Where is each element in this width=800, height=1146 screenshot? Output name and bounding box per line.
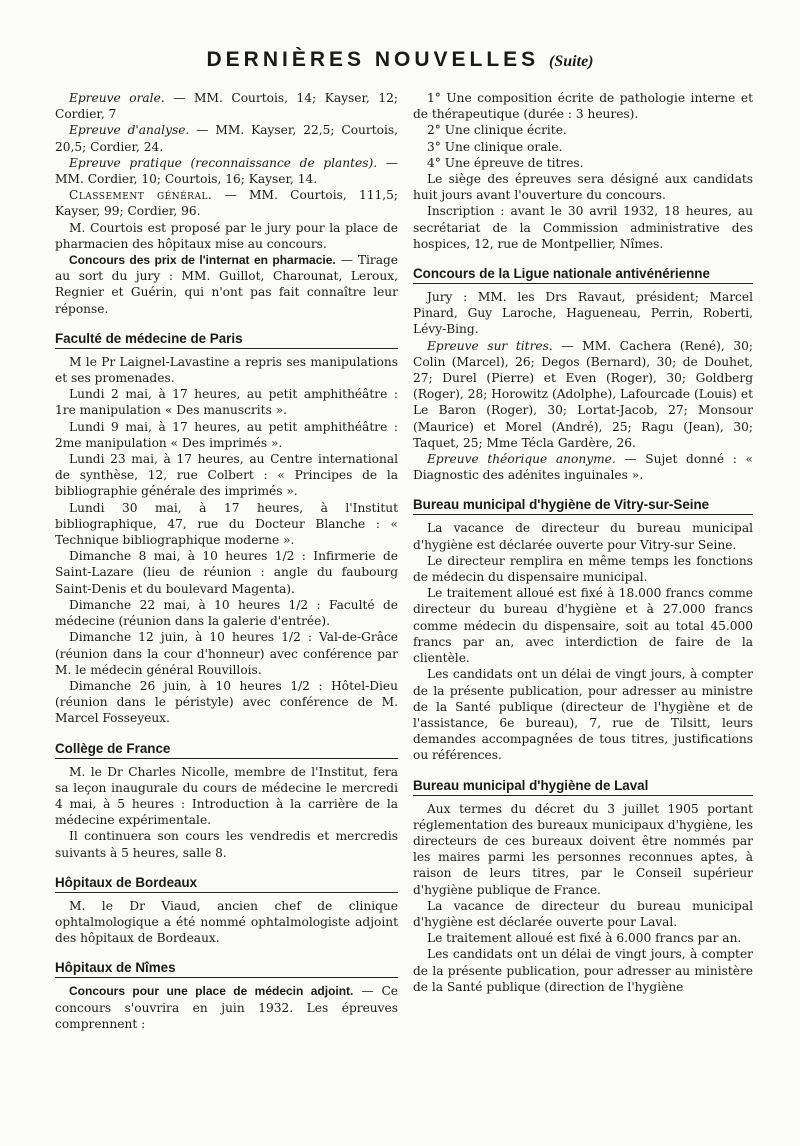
section-title-college: Collège de France xyxy=(55,740,398,759)
page-header xyxy=(0,48,800,72)
paragraph: La vacance de directeur du bureau municipal d'hygiène est déclarée ouverte pour Laval. xyxy=(413,898,753,929)
section-title-nimes: Hôpitaux de Nîmes xyxy=(55,959,398,978)
paragraph: Lundi 2 mai, à 17 heures, au petit amphithéâtre : 1re manipulation « Des manuscrits ». xyxy=(55,387,398,418)
paragraph: Le traitement alloué est fixé à 18.000 francs comme directeur du bureau d'hygiène et à 27.000 francs comme médecin du dispensaire, soit au total 45.000 francs par an, avec interdiction de faire de la clientèle. xyxy=(413,586,753,666)
right-column xyxy=(413,90,753,995)
paragraph: Le directeur remplira en même temps les fonctions de médecin du dispensaire municipal. xyxy=(413,553,753,585)
paragraph: Les candidats ont un délai de vingt jours, à compter de la présente publication, pour adresser au ministère de la Santé publique (direction de l'hygiène xyxy=(413,947,753,994)
paragraph: 1° Une composition écrite de pathologie interne et de thérapeutique (durée : 3 heures). xyxy=(413,91,753,122)
paragraph: 4° Une épreuve de titres. xyxy=(427,155,584,170)
paragraph: Epreuve pratique (reconnaissance de plantes). — MM. Cordier, 10; Courtois, 16; Kayser, 14. xyxy=(55,155,398,187)
paragraph: Concours pour une place de médecin adjoint. — Ce concours s'ouvrira en juin 1932. Les épreuves comprennent : xyxy=(55,984,398,1031)
paragraph: M. le Dr Viaud, ancien chef de clinique ophtalmologique a été nommé ophtalmologiste adjoint des hôpitaux de Bordeaux. xyxy=(55,898,398,946)
paragraph: Dimanche 22 mai, à 10 heures 1/2 : Faculté de médecine (réunion dans la galerie d'entrée). xyxy=(55,597,398,629)
paragraph: Lundi 30 mai, à 17 heures, à l'Institut bibliographique, 47, rue du Docteur Blanche : « Technique bibliographique moderne ». xyxy=(55,500,398,548)
paragraph: Epreuve d'analyse. — MM. Kayser, 22,5; Courtois, 20,5; Cordier, 24. xyxy=(55,123,398,154)
paragraph: Inscription : avant le 30 avril 1932, 18 heures, au secrétariat de la Commission administrative des hospices, 12, rue de Montpellier, Nîmes. xyxy=(413,204,753,251)
paragraph: Epreuve orale. — MM. Courtois, 14; Kayser, 12; Cordier, 7 xyxy=(55,91,398,122)
paragraph: Jury : MM. les Drs Ravaut, président; Marcel Pinard, Guy Laroche, Hagueneau, Perrin, Roberti, Lévy-Bing. xyxy=(413,290,753,337)
header-title: DERNIÈRES NOUVELLES xyxy=(206,48,540,71)
paragraph: 2° Une clinique écrite. xyxy=(427,123,567,138)
paragraph: Lundi 9 mai, à 17 heures, au petit amphithéâtre : 2me manipulation « Des imprimés ». xyxy=(55,419,398,450)
paragraph: Les candidats ont un délai de vingt jours, à compter de la présente publication, pour adresser au ministre de la Santé publique (directeur de l'hygiène et de l'assistance, 6e bureau), 7, rue de Tilsitt, leurs demandes accompagnées de tous titres, justifications ou références. xyxy=(413,667,753,763)
paragraph: Dimanche 26 juin, à 10 heures 1/2 : Hôtel-Dieu (réunion dans le péristyle) avec conférence de M. Marcel Fosseyeux. xyxy=(55,678,398,726)
header-suite: (Suite) xyxy=(549,53,594,70)
paragraph: Epreuve théorique anonyme. — Sujet donné : « Diagnostic des adénites inguinales ». xyxy=(413,452,753,483)
paragraph: M. Courtois est proposé par le jury pour la place de pharmacien des hôpitaux mise au concours. xyxy=(55,220,398,251)
paragraph: 3° Une clinique orale. xyxy=(427,139,563,154)
paragraph: M. le Dr Charles Nicolle, membre de l'Institut, fera sa leçon inaugurale du cours de médecine le mercredi 4 mai, à 5 heures : Introduction à la carrière de la médecine expérimentale. xyxy=(55,764,398,828)
paragraph: Classement général. — MM. Courtois, 111,5; Kayser, 99; Cordier, 96. xyxy=(55,188,398,219)
section-title-vitry: Bureau municipal d'hygiène de Vitry-sur-Seine xyxy=(413,496,753,515)
paragraph: Le siège des épreuves sera désigné aux candidats huit jours avant l'ouverture du concours. xyxy=(413,172,753,203)
paragraph: Le traitement alloué est fixé à 6.000 francs par an. xyxy=(427,931,742,946)
section-title-laval: Bureau municipal d'hygiène de Laval xyxy=(413,777,753,796)
section-title-bordeaux: Hôpitaux de Bordeaux xyxy=(55,874,398,893)
paragraph: Il continuera son cours les vendredis et mercredis suivants à 5 heures, salle 8. xyxy=(55,829,398,860)
paragraph: Epreuve sur titres. — MM. Cachera (René), 30; Colin (Marcel), 26; Degos (Bernard), 30; de Douhet, 27; Durel (Pierre) et Even (Roger), 30; Goldberg (Roger), 28; Horowitz (Adolphe), Lafourcade (Louis) et Le Baron (Roger), 30; Lortat-Jacob, 27; Monsour (Maurice) et Morel (André), 25; Ragu (Jean), 30; Taquet, 25; Mme Técla Gardère, 26. xyxy=(413,338,753,450)
paragraph: Dimanche 12 juin, à 10 heures 1/2 : Val-de-Grâce (réunion dans la cour d'honneur) avec conférence par M. le médecin général Rouvillois. xyxy=(55,630,398,677)
left-column xyxy=(55,90,398,1032)
paragraph: Lundi 23 mai, à 17 heures, au Centre international de synthèse, 12, rue Colbert : « Principes de la bibliographie générale des imprimés ». xyxy=(55,452,398,499)
paragraph: Dimanche 8 mai, à 10 heures 1/2 : Infirmerie de Saint-Lazare (lieu de réunion : angle du faubourg Saint-Denis et du boulevard Magenta). xyxy=(55,549,398,596)
paragraph: M le Pr Laignel-Lavastine a repris ses manipulations et ses promenades. xyxy=(55,354,398,386)
paragraph: La vacance de directeur du bureau municipal d'hygiène est déclarée ouverte pour Vitry-sur Seine. xyxy=(413,521,753,552)
paragraph: Aux termes du décret du 3 juillet 1905 portant réglementation des bureaux municipaux d'hygiène, les directeurs de ces bureaux doivent être nommés par les maires parmi les personnes reconnues aptes, à raison de leurs titres, par le Conseil supérieur d'hygiène publique de France. xyxy=(413,801,753,897)
section-title-paris: Faculté de médecine de Paris xyxy=(55,330,398,349)
section-title-ligue: Concours de la Ligue nationale antivénérienne xyxy=(413,265,753,284)
paragraph: Concours des prix de l'internat en pharmacie. — Tirage au sort du jury : MM. Guillot, Charounat, Leroux, Regnier et Guérin, qui n'ont pas fait connaître leur réponse. xyxy=(55,253,398,316)
